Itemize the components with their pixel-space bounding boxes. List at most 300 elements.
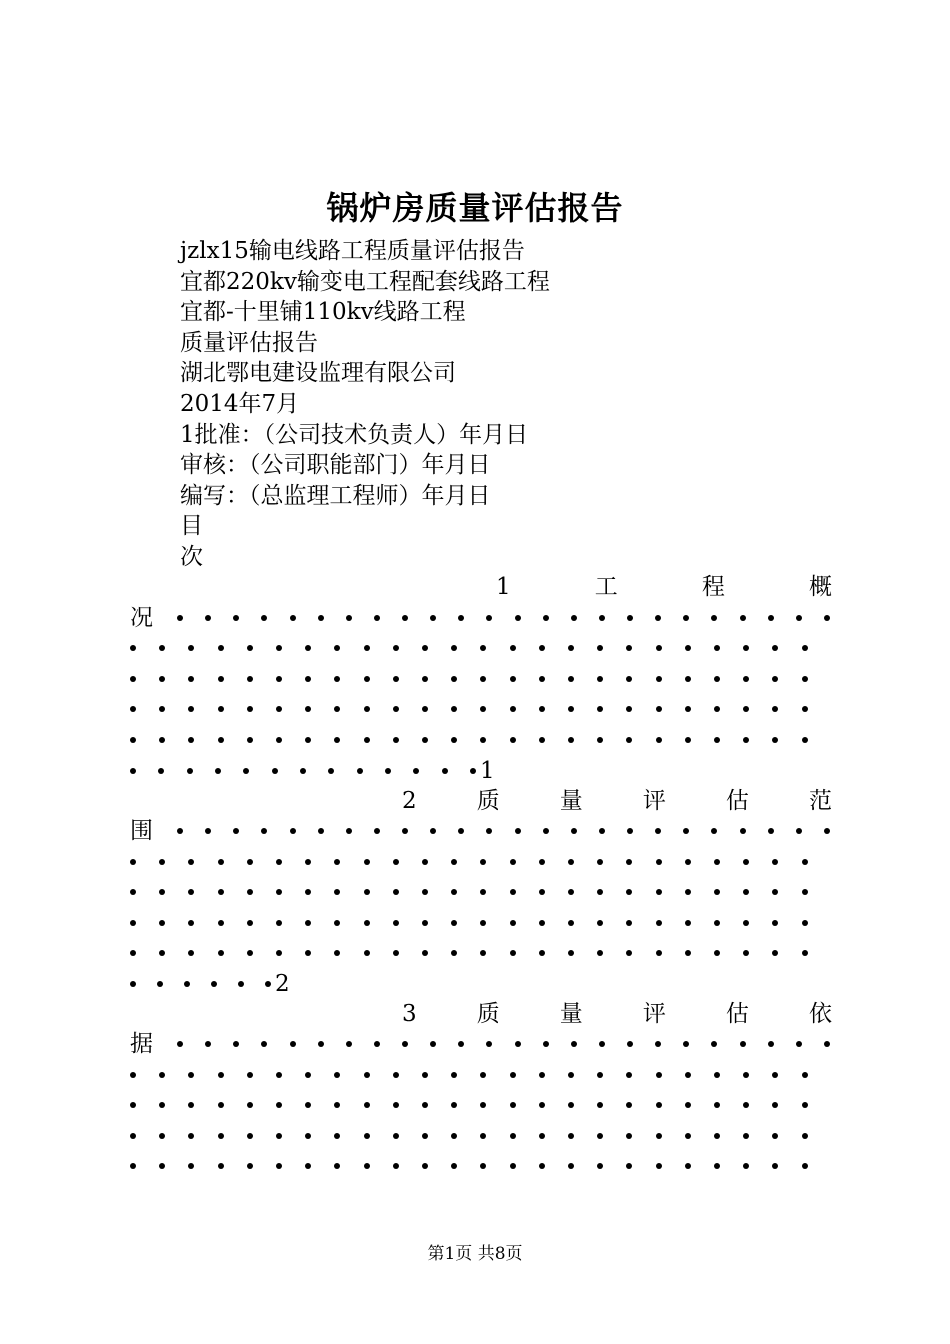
leader-dot xyxy=(305,1163,311,1169)
leader-dot xyxy=(772,706,778,712)
leader-dot xyxy=(743,645,749,651)
leader-dot xyxy=(130,768,136,774)
leader-dot xyxy=(364,645,370,651)
leader-dot xyxy=(247,645,253,651)
leader-dot xyxy=(177,828,183,834)
leader-dot xyxy=(364,1102,370,1108)
leader-dot xyxy=(510,950,516,956)
leader-dot xyxy=(768,1041,774,1047)
leader-dot xyxy=(159,859,165,865)
leader-dot xyxy=(300,768,306,774)
leader-dot xyxy=(743,889,749,895)
leader-dot xyxy=(130,645,136,651)
leader-dot xyxy=(451,1102,457,1108)
leader-dot xyxy=(539,676,545,682)
leader-dot xyxy=(470,768,476,774)
leader-dot xyxy=(656,645,662,651)
leader-dot xyxy=(177,1041,183,1047)
leader-dot xyxy=(772,1102,778,1108)
leader-dot xyxy=(539,920,545,926)
leader-dot xyxy=(233,615,239,621)
leader-dot xyxy=(599,615,605,621)
leader-dot xyxy=(743,737,749,743)
leader-dot xyxy=(247,1072,253,1078)
review-line: 审核：（公司职能部门）年月日 xyxy=(180,452,491,478)
leader-dot xyxy=(130,859,136,865)
leader-dot xyxy=(334,706,340,712)
leader-dot xyxy=(374,615,380,621)
toc-entry-3-last-char: 据 xyxy=(130,1031,153,1057)
leader-dot xyxy=(159,737,165,743)
leader-dot xyxy=(218,920,224,926)
leader-dot xyxy=(364,1072,370,1078)
leader-dot xyxy=(539,737,545,743)
leader-dot xyxy=(374,1041,380,1047)
leader-dot xyxy=(515,615,521,621)
leader-dot xyxy=(334,859,340,865)
leader-dot xyxy=(413,768,419,774)
leader-dot xyxy=(374,828,380,834)
leader-dot xyxy=(272,768,278,774)
leader-dot xyxy=(458,828,464,834)
leader-dot xyxy=(597,676,603,682)
leader-dot xyxy=(740,615,746,621)
page-footer: 第1页 共8页 xyxy=(427,1244,523,1264)
leader-dot xyxy=(510,889,516,895)
leader-dot xyxy=(743,920,749,926)
leader-dot xyxy=(599,828,605,834)
leader-dot xyxy=(261,828,267,834)
leader-dot xyxy=(218,737,224,743)
leader-dot xyxy=(656,1133,662,1139)
leader-dot xyxy=(247,1133,253,1139)
leader-dot xyxy=(393,1133,399,1139)
leader-dot xyxy=(328,768,334,774)
leader-dot xyxy=(422,676,428,682)
leader-dot xyxy=(422,1133,428,1139)
leader-dot xyxy=(130,1163,136,1169)
leader-dot xyxy=(218,1102,224,1108)
toc-entry-3-char: 量 xyxy=(559,1001,583,1027)
leader-dot xyxy=(571,828,577,834)
leader-dot xyxy=(159,645,165,651)
leader-dot xyxy=(247,676,253,682)
dot-leader xyxy=(130,1060,830,1090)
toc-entry-2-char: 评 xyxy=(642,788,666,814)
leader-dot xyxy=(568,1133,574,1139)
leader-dot xyxy=(714,1133,720,1139)
leader-dot xyxy=(218,645,224,651)
leader-dot xyxy=(130,737,136,743)
toc-entry-1-dotline xyxy=(130,694,830,724)
leader-dot xyxy=(305,1133,311,1139)
leader-dot xyxy=(772,950,778,956)
toc-entry-3-char: 3 xyxy=(402,1001,417,1027)
leader-dot xyxy=(685,1072,691,1078)
leader-dot xyxy=(627,615,633,621)
leader-dot xyxy=(130,981,136,987)
leader-dot xyxy=(451,1133,457,1139)
leader-dot xyxy=(714,645,720,651)
leader-dot xyxy=(357,768,363,774)
leader-dot xyxy=(276,706,282,712)
leader-dot xyxy=(430,1041,436,1047)
toc-entry-1-dotline xyxy=(130,756,830,786)
leader-dot xyxy=(334,1072,340,1078)
leader-dot xyxy=(480,950,486,956)
leader-dot xyxy=(597,737,603,743)
leader-dot xyxy=(656,1163,662,1169)
leader-dot xyxy=(305,920,311,926)
leader-dot xyxy=(539,859,545,865)
leader-dot xyxy=(714,1072,720,1078)
toc-entry-2-char: 2 xyxy=(402,788,417,814)
dot-leader xyxy=(177,603,830,633)
leader-dot xyxy=(393,1102,399,1108)
leader-dot xyxy=(510,706,516,712)
leader-dot xyxy=(714,920,720,926)
leader-dot xyxy=(772,859,778,865)
leader-dot xyxy=(218,1072,224,1078)
dot-leader xyxy=(130,908,830,938)
leader-dot xyxy=(188,737,194,743)
leader-dot xyxy=(480,706,486,712)
leader-dot xyxy=(802,920,808,926)
leader-dot xyxy=(743,676,749,682)
toc-entry-2-last-char: 围 xyxy=(130,818,153,844)
leader-dot xyxy=(364,706,370,712)
leader-dot xyxy=(515,828,521,834)
leader-dot xyxy=(568,1102,574,1108)
approval-line: 1批准：（公司技术负责人）年月日 xyxy=(180,422,529,448)
leader-dot xyxy=(422,920,428,926)
toc-entry-3-dotline xyxy=(130,1029,830,1059)
leader-dot xyxy=(824,1041,830,1047)
leader-dot xyxy=(543,1041,549,1047)
leader-dot xyxy=(188,676,194,682)
dot-leader xyxy=(130,633,830,663)
leader-dot xyxy=(711,615,717,621)
leader-dot xyxy=(568,706,574,712)
leader-dot xyxy=(243,768,249,774)
leader-dot xyxy=(714,706,720,712)
leader-dot xyxy=(685,889,691,895)
leader-dot xyxy=(334,950,340,956)
leader-dot xyxy=(685,920,691,926)
leader-dot xyxy=(599,1041,605,1047)
leader-dot xyxy=(539,1072,545,1078)
toc-heading-part2: 次 xyxy=(180,544,203,570)
leader-dot xyxy=(218,950,224,956)
toc-entry-1-dotline xyxy=(130,633,830,663)
leader-dot xyxy=(539,1102,545,1108)
leader-dot xyxy=(159,1133,165,1139)
leader-dot xyxy=(218,859,224,865)
leader-dot xyxy=(772,1072,778,1078)
leader-dot xyxy=(510,920,516,926)
leader-dot xyxy=(130,920,136,926)
leader-dot xyxy=(627,1041,633,1047)
leader-dot xyxy=(422,889,428,895)
toc-entry-1-dotline xyxy=(130,725,830,755)
dot-leader xyxy=(177,816,830,846)
toc-entry-1-char: 1 xyxy=(496,574,511,600)
leader-dot xyxy=(393,1163,399,1169)
leader-dot xyxy=(802,1072,808,1078)
leader-dot xyxy=(626,889,632,895)
leader-dot xyxy=(597,920,603,926)
leader-dot xyxy=(276,737,282,743)
leader-dot xyxy=(685,1163,691,1169)
leader-dot xyxy=(510,1133,516,1139)
leader-dot xyxy=(626,1133,632,1139)
leader-dot xyxy=(568,1163,574,1169)
leader-dot xyxy=(451,950,457,956)
leader-dot xyxy=(740,828,746,834)
dot-leader xyxy=(177,1029,830,1059)
dot-leader xyxy=(130,1151,830,1181)
toc-entry-3-dotline xyxy=(130,1060,830,1090)
leader-dot xyxy=(305,1072,311,1078)
intro-line: jzlx15输电线路工程质量评估报告 xyxy=(180,238,525,264)
dot-leader xyxy=(130,664,830,694)
leader-dot xyxy=(451,676,457,682)
leader-dot xyxy=(130,1072,136,1078)
leader-dot xyxy=(539,645,545,651)
toc-entry-2-heading xyxy=(402,786,832,816)
leader-dot xyxy=(130,950,136,956)
leader-dot xyxy=(685,676,691,682)
leader-dot xyxy=(568,859,574,865)
leader-dot xyxy=(743,950,749,956)
leader-dot xyxy=(247,706,253,712)
leader-dot xyxy=(364,676,370,682)
leader-dot xyxy=(685,859,691,865)
leader-dot xyxy=(743,1072,749,1078)
intro-line: 质量评估报告 xyxy=(180,330,318,356)
leader-dot xyxy=(334,920,340,926)
leader-dot xyxy=(247,889,253,895)
leader-dot xyxy=(247,859,253,865)
leader-dot xyxy=(157,981,163,987)
leader-dot xyxy=(393,859,399,865)
leader-dot xyxy=(655,828,661,834)
leader-dot xyxy=(247,920,253,926)
leader-dot xyxy=(743,1163,749,1169)
leader-dot xyxy=(364,737,370,743)
leader-dot xyxy=(802,645,808,651)
leader-dot xyxy=(480,1133,486,1139)
leader-dot xyxy=(290,615,296,621)
leader-dot xyxy=(543,828,549,834)
leader-dot xyxy=(305,676,311,682)
leader-dot xyxy=(802,1102,808,1108)
leader-dot xyxy=(480,737,486,743)
leader-dot xyxy=(305,859,311,865)
leader-dot xyxy=(130,889,136,895)
leader-dot xyxy=(188,920,194,926)
leader-dot xyxy=(711,828,717,834)
leader-dot xyxy=(714,737,720,743)
leader-dot xyxy=(597,889,603,895)
leader-dot xyxy=(422,706,428,712)
leader-dot xyxy=(626,737,632,743)
leader-dot xyxy=(205,828,211,834)
leader-dot xyxy=(626,950,632,956)
leader-dot xyxy=(802,1163,808,1169)
leader-dot xyxy=(364,950,370,956)
toc-entry-2-char: 质 xyxy=(476,788,500,814)
leader-dot xyxy=(290,828,296,834)
toc-entry-3-dotline xyxy=(130,1121,830,1151)
toc-entry-3-dotline xyxy=(130,1090,830,1120)
leader-dot xyxy=(276,920,282,926)
leader-dot xyxy=(480,1102,486,1108)
leader-dot xyxy=(318,1041,324,1047)
leader-dot xyxy=(626,1072,632,1078)
leader-dot xyxy=(451,706,457,712)
leader-dot xyxy=(430,615,436,621)
intro-line: 宜都-十里铺110kv线路工程 xyxy=(180,299,466,325)
leader-dot xyxy=(685,706,691,712)
leader-dot xyxy=(334,737,340,743)
leader-dot xyxy=(451,920,457,926)
leader-dot xyxy=(458,615,464,621)
toc-entry-2-char: 量 xyxy=(559,788,583,814)
leader-dot xyxy=(393,676,399,682)
leader-dot xyxy=(626,920,632,926)
leader-dot xyxy=(539,889,545,895)
leader-dot xyxy=(346,828,352,834)
leader-dot xyxy=(568,889,574,895)
leader-dot xyxy=(177,615,183,621)
leader-dot xyxy=(334,889,340,895)
toc-entry-2-dotline xyxy=(130,938,830,968)
leader-dot xyxy=(802,737,808,743)
leader-dot xyxy=(205,615,211,621)
leader-dot xyxy=(364,920,370,926)
leader-dot xyxy=(385,768,391,774)
leader-dot xyxy=(188,1072,194,1078)
leader-dot xyxy=(740,1041,746,1047)
leader-dot xyxy=(772,1133,778,1139)
leader-dot xyxy=(626,859,632,865)
dot-leader xyxy=(130,1121,830,1151)
toc-entry-2-dotline xyxy=(130,816,830,846)
leader-dot xyxy=(211,981,217,987)
leader-dot xyxy=(685,950,691,956)
leader-dot xyxy=(451,645,457,651)
leader-dot xyxy=(290,1041,296,1047)
leader-dot xyxy=(539,706,545,712)
intro-line: 宜都220kv输变电工程配套线路工程 xyxy=(180,269,550,295)
leader-dot xyxy=(510,1072,516,1078)
leader-dot xyxy=(218,1163,224,1169)
leader-dot xyxy=(480,889,486,895)
leader-dot xyxy=(422,645,428,651)
leader-dot xyxy=(597,1102,603,1108)
toc-entry-3-char: 估 xyxy=(725,1001,749,1027)
leader-dot xyxy=(159,1102,165,1108)
leader-dot xyxy=(261,1041,267,1047)
toc-entry-3-char: 依 xyxy=(808,1001,832,1027)
leader-dot xyxy=(772,1163,778,1169)
intro-line: 2014年7月 xyxy=(180,391,300,417)
leader-dot xyxy=(571,615,577,621)
leader-dot xyxy=(802,1133,808,1139)
toc-entry-1-heading xyxy=(496,572,832,602)
leader-dot xyxy=(188,645,194,651)
leader-dot xyxy=(159,1072,165,1078)
leader-dot xyxy=(188,859,194,865)
leader-dot xyxy=(626,1163,632,1169)
leader-dot xyxy=(305,737,311,743)
leader-dot xyxy=(130,676,136,682)
leader-dot xyxy=(510,859,516,865)
leader-dot xyxy=(685,645,691,651)
leader-dot xyxy=(743,1102,749,1108)
leader-dot xyxy=(218,1133,224,1139)
toc-entry-3-dotline xyxy=(130,1151,830,1181)
leader-dot xyxy=(539,1163,545,1169)
toc-entry-3-char: 质 xyxy=(476,1001,500,1027)
leader-dot xyxy=(656,920,662,926)
dot-leader xyxy=(130,1090,830,1120)
leader-dot xyxy=(188,706,194,712)
leader-dot xyxy=(714,1163,720,1169)
leader-dot xyxy=(685,1133,691,1139)
leader-dot xyxy=(346,1041,352,1047)
leader-dot xyxy=(802,950,808,956)
leader-dot xyxy=(451,1072,457,1078)
leader-dot xyxy=(184,981,190,987)
leader-dot xyxy=(772,737,778,743)
leader-dot xyxy=(510,676,516,682)
leader-dot xyxy=(218,889,224,895)
leader-dot xyxy=(422,950,428,956)
leader-dot xyxy=(458,1041,464,1047)
leader-dot xyxy=(711,1041,717,1047)
toc-entry-2-char: 估 xyxy=(725,788,749,814)
leader-dot xyxy=(568,950,574,956)
leader-dot xyxy=(188,1102,194,1108)
leader-dot xyxy=(422,1102,428,1108)
leader-dot xyxy=(824,615,830,621)
intro-line: 湖北鄂电建设监理有限公司 xyxy=(180,360,456,386)
leader-dot xyxy=(772,920,778,926)
leader-dot xyxy=(334,1102,340,1108)
dot-leader xyxy=(130,847,830,877)
leader-dot xyxy=(656,889,662,895)
leader-dot xyxy=(539,1133,545,1139)
leader-dot xyxy=(480,1163,486,1169)
leader-dot xyxy=(656,950,662,956)
leader-dot xyxy=(683,1041,689,1047)
toc-entry-1-page: 1 xyxy=(480,758,495,784)
leader-dot xyxy=(130,706,136,712)
toc-entry-1-char: 概 xyxy=(808,574,832,600)
leader-dot xyxy=(276,1072,282,1078)
leader-dot xyxy=(305,1102,311,1108)
leader-dot xyxy=(772,645,778,651)
toc-entry-3-char: 评 xyxy=(642,1001,666,1027)
leader-dot xyxy=(568,920,574,926)
leader-dot xyxy=(571,1041,577,1047)
leader-dot xyxy=(656,676,662,682)
leader-dot xyxy=(402,828,408,834)
toc-entry-2-dotline xyxy=(130,877,830,907)
leader-dot xyxy=(159,1163,165,1169)
